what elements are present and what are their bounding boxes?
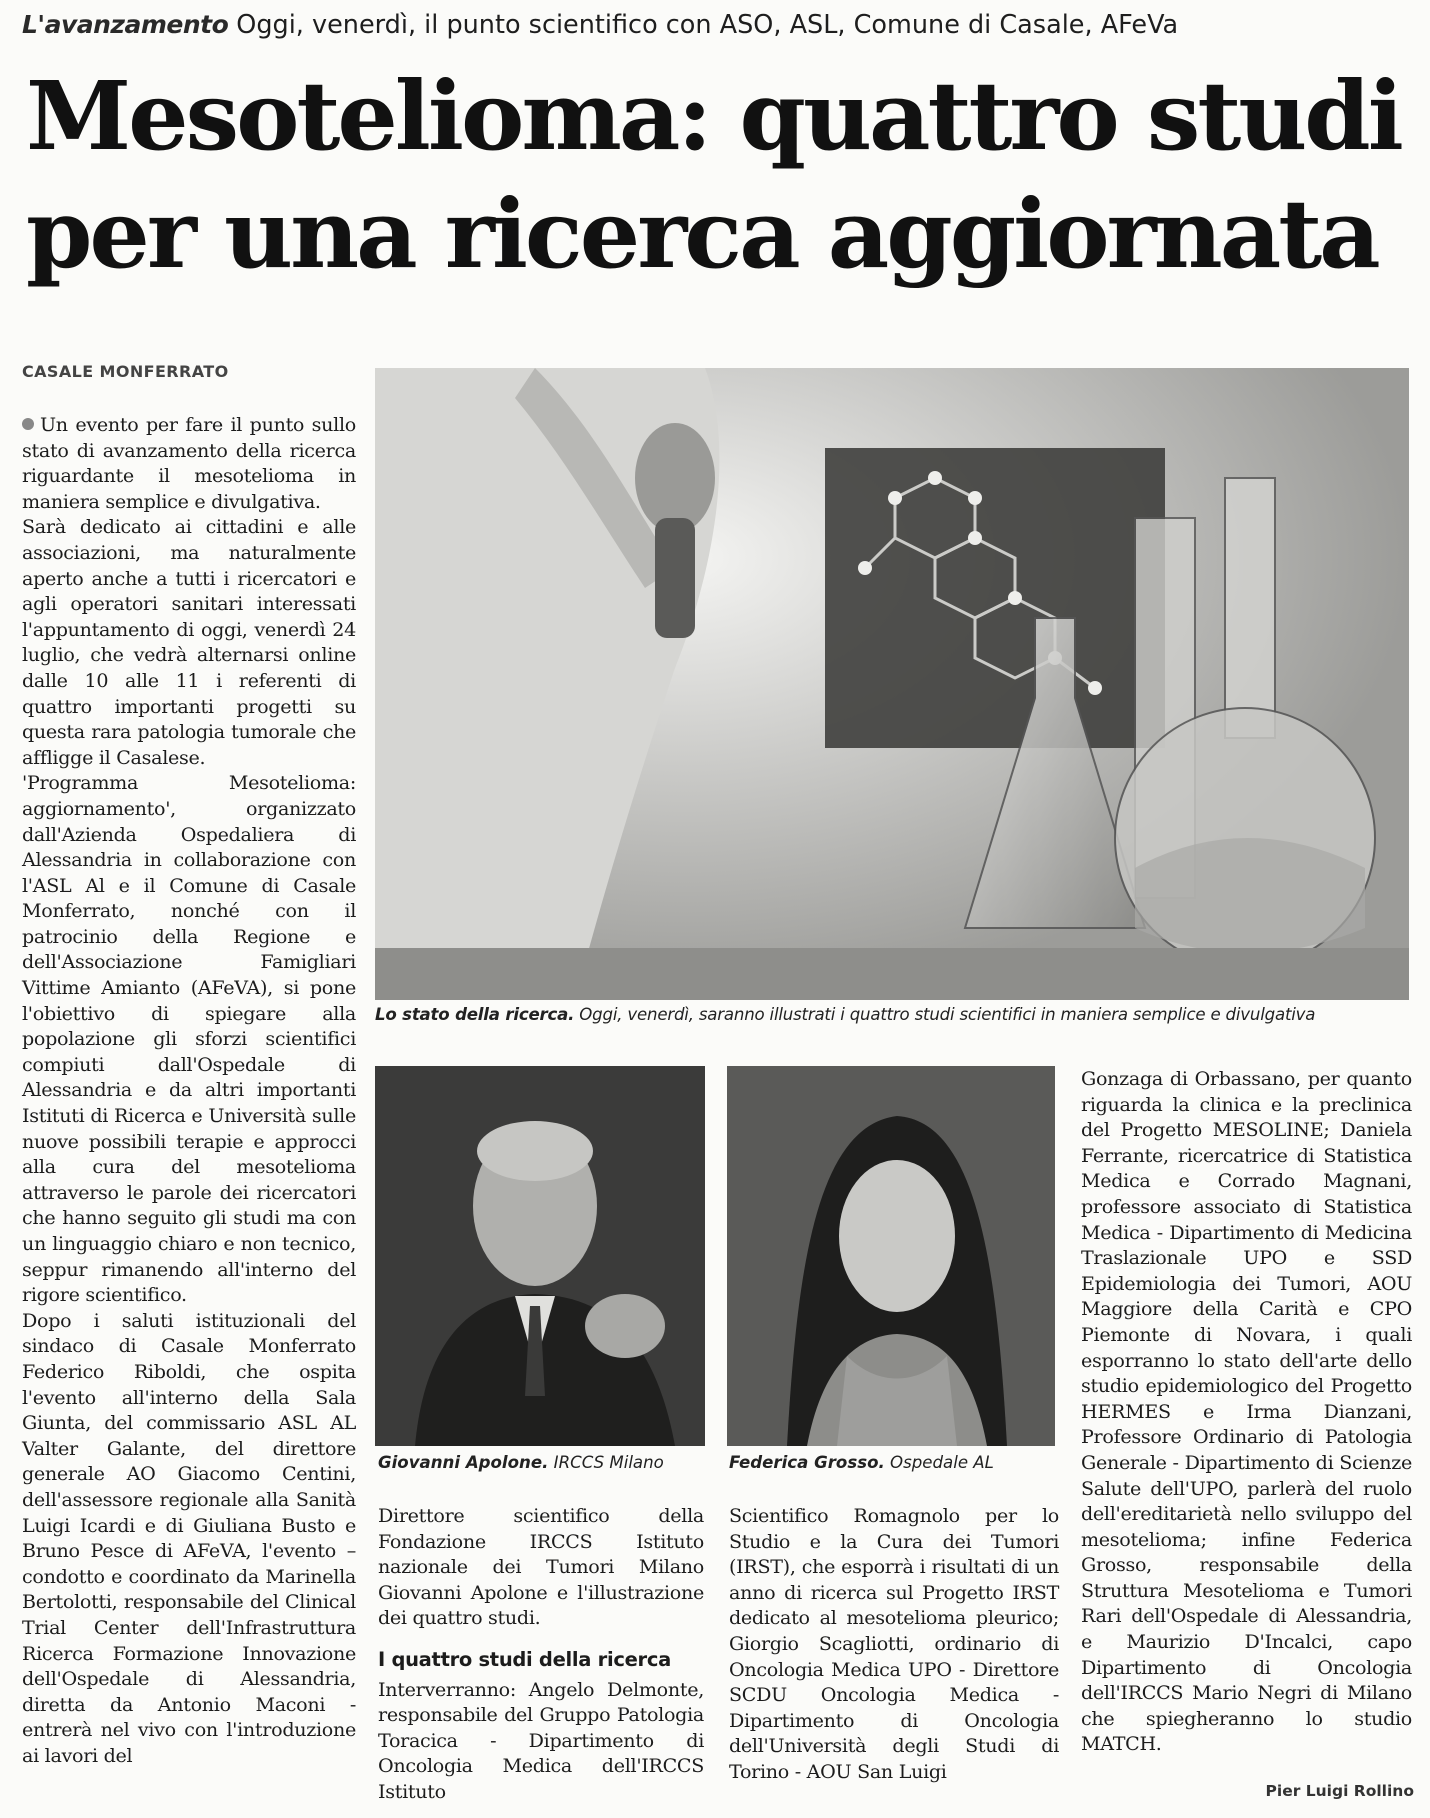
portrait-caption-grosso	[729, 1453, 994, 1472]
lab-illustration	[375, 368, 1409, 1000]
paragraph: Scientifico Romagnolo per lo Studio e la Cura dei Tumori (IRST), che esporrà i risultati di un anno di ricerca sul Progetto IRST dedicato al mesotelioma pleurico; Giorgio Scagliotti, ordinario di Oncologia Medica UPO - Direttore SCDU Oncologia Medica - Dipartimento di Oncologia dell'Università degli Studi di Torino - AOU San Luigi	[729, 1504, 1059, 1783]
kicker-text: Oggi, venerdì, il punto scientifico con ASO, ASL, Comune di Casale, AFeVa	[236, 10, 1179, 40]
caption-title: Lo stato della ricerca.	[375, 1005, 575, 1024]
paragraph-intro-text: Un evento per fare il punto sullo stato di avanzamento della ricerca riguardante il mesotelioma in maniera semplice e divulgativa.	[22, 413, 356, 513]
caption-affiliation: Ospedale AL	[884, 1453, 994, 1472]
paragraph: Dopo i saluti istituzionali del sindaco di Casale Monferrato Federico Riboldi, che ospita l'evento all'interno della Sala Giunta, del commissario ASL AL Valter Galante, del direttore generale AO Giacomo Centini, dell'assessore regionale alla Sanità Luigi Icardi e di Giuliana Busto e Bruno Pesce di AFeVA, l'evento – condotto e coordinato da Marinella Bertolotti, responsabile del Clinical Trial Center dell'Infrastruttura Ricerca Formazione Innovazione dell'Ospedale di Alessandria, diretta da Antonio Maconi - entrerà nel vivo con l'introduzione ai lavori del	[22, 1308, 356, 1767]
dateline: CASALE MONFERRATO	[22, 362, 229, 381]
byline: Pier Luigi Rollino	[1265, 1782, 1414, 1800]
paragraph: Gonzaga di Orbassano, per quanto riguarda la clinica e la preclinica del Progetto MESOLINE; Daniela Ferrante, ricercatrice di Statistica Medica e Corrado Magnani, professore associato di Statistica Medica - Dipartimento di Medicina Traslazionale UPO e SSD Epidemiologia dei Tumori, AOU Maggiore della Carità e CPO Piemonte di Novara, i quali esporranno lo stato dell'arte dello studio epidemiologico del Progetto HERMES e Irma Dianzani, Professore Ordinario di Patologia Generale - Dipartimento di Scienze Salute dell'UPO, parlerà del ruolo dell'ereditarietà nello sviluppo del mesotelioma; infine Federica Grosso, responsabile della Struttura Mesotelioma e Tumori Rari dell'Ospedale di Alessandria, e Maurizio D'Incalci, capo Dipartimento di Oncologia dell'IRCCS Mario Negri di Milano che spiegheranno lo studio MATCH.	[1081, 1067, 1412, 1756]
body-column-2	[378, 1503, 704, 1805]
main-photo-lab	[375, 368, 1409, 1000]
headline-line-1: Mesotelioma: quattro studi	[26, 61, 1401, 172]
headline-line-2: per una ricerca aggiornata	[26, 179, 1378, 290]
paragraph: Interverranno: Angelo Delmonte, responsabile del Gruppo Patologia Toracica - Dipartimento di Oncologia Medica dell'IRCCS Istituto	[378, 1677, 704, 1803]
portrait-photo-grosso	[727, 1066, 1055, 1446]
paragraph: 'Programma Mesotelioma: aggiornamento', organizzato dall'Azienda Ospedaliera di Alessandria in collaborazione con l'ASL Al e il Comune di Casale Monferrato, nonché con il patrocinio della Regione e dell'Associazione Famigliari Vittime Amianto (AFeVA), si pone l'obiettivo di spiegare alla popolazione gli sforzi scientifici compiuti dall'Ospedale di Alessandria e da altri importanti Istituti di Ricerca e Università sulle nuove possibili terapie e approcci alla cura del mesotelioma attraverso le parole dei ricercatori che hanno seguito gli studi ma con un linguaggio chiaro e non tecnico, seppur rimanendo all'interno del rigore scientifico.	[22, 771, 356, 1307]
paragraph-intro	[22, 412, 356, 514]
body-column-4	[1081, 1066, 1412, 1757]
caption-affiliation: IRCCS Milano	[548, 1453, 664, 1472]
paragraph: Direttore scientifico della Fondazione IRCCS Istituto nazionale dei Tumori Milano Giovanni Apolone e l'illustrazione dei quattro studi.	[378, 1504, 704, 1630]
portrait-grosso-illustration	[727, 1066, 1055, 1446]
bullet-icon	[22, 418, 34, 430]
paragraph: Sarà dedicato ai cittadini e alle associazioni, ma naturalmente aperto anche a tutti i ricercatori e agli operatori sanitari interessati l'appuntamento di oggi, venerdì 24 luglio, che vedrà alternarsi online dalle 10 alle 11 i referenti di quattro importanti progetti su questa rara patologia tumorale che affligge il Casalese.	[22, 515, 356, 769]
kicker-label: L'avanzamento	[22, 10, 229, 39]
caption-text: Oggi, venerdì, saranno illustrati i quattro studi scientifici in maniera semplice e divulgativa	[574, 1005, 1316, 1024]
caption-name: Federica Grosso.	[729, 1453, 885, 1472]
portrait-caption-apolone	[378, 1453, 664, 1472]
section-heading: I quattro studi della ricerca	[378, 1647, 671, 1671]
body-column-3	[729, 1503, 1059, 1785]
caption-name: Giovanni Apolone.	[378, 1453, 549, 1472]
portrait-photo-apolone	[375, 1066, 705, 1446]
main-photo-caption	[375, 1005, 1415, 1024]
portrait-apolone-illustration	[375, 1066, 705, 1446]
body-column-1	[22, 412, 356, 1768]
kicker	[22, 10, 1412, 50]
